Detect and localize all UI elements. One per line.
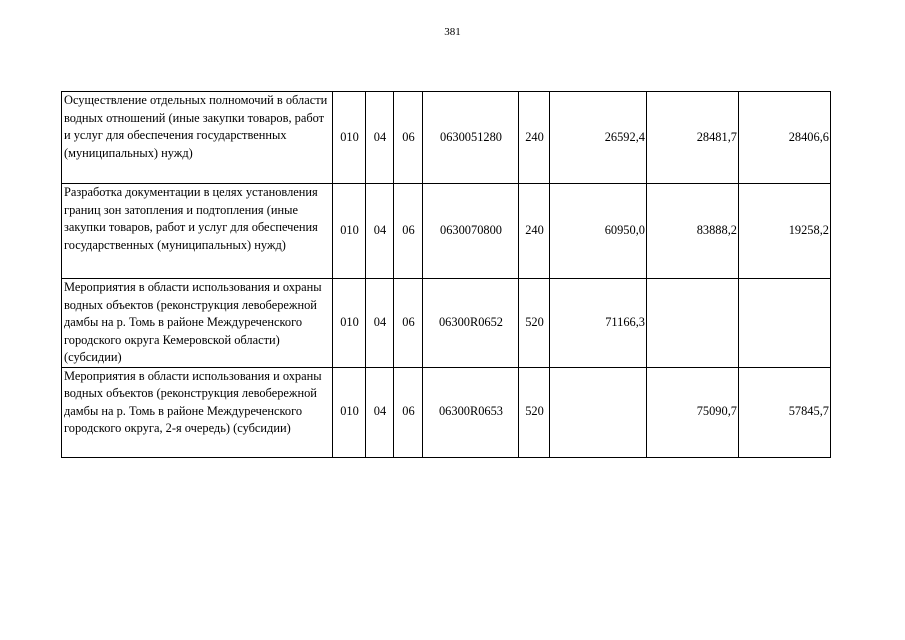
budget-table <box>61 91 831 458</box>
table-row <box>62 279 831 368</box>
row-description: Осуществление отдельных полномочий в области водных отношений (иные закупки товаров, работ и услуг для обеспечения государственных (муниципальных) нужд) <box>62 92 333 184</box>
cell-code-4: 0630051280 <box>423 92 519 184</box>
cell-code-1: 010 <box>333 367 366 457</box>
cell-code-3: 06 <box>394 184 423 279</box>
cell-value-2: 83888,2 <box>647 184 739 279</box>
cell-code-1: 010 <box>333 279 366 368</box>
cell-code-5: 520 <box>519 279 550 368</box>
cell-code-5: 240 <box>519 92 550 184</box>
row-description: Разработка документации в целях установления границ зон затопления и подтопления (иные закупки товаров, работ и услуг для обеспечения государственных (муниципальных) нужд) <box>62 184 333 279</box>
cell-code-3: 06 <box>394 367 423 457</box>
cell-code-4: 06300R0653 <box>423 367 519 457</box>
cell-code-4: 06300R0652 <box>423 279 519 368</box>
cell-value-3: 28406,6 <box>739 92 831 184</box>
cell-code-5: 520 <box>519 367 550 457</box>
cell-value-3: 57845,7 <box>739 367 831 457</box>
table-row <box>62 184 831 279</box>
cell-code-4: 0630070800 <box>423 184 519 279</box>
cell-code-3: 06 <box>394 279 423 368</box>
cell-code-3: 06 <box>394 92 423 184</box>
cell-code-2: 04 <box>366 367 394 457</box>
cell-code-2: 04 <box>366 92 394 184</box>
cell-value-1 <box>550 367 647 457</box>
cell-value-2: 75090,7 <box>647 367 739 457</box>
cell-value-1: 71166,3 <box>550 279 647 368</box>
cell-value-3: 19258,2 <box>739 184 831 279</box>
table-row <box>62 367 831 457</box>
cell-code-1: 010 <box>333 184 366 279</box>
cell-value-1: 26592,4 <box>550 92 647 184</box>
row-description: Мероприятия в области использования и охраны водных объектов (реконструкция левобережной дамбы на р. Томь в районе Междуреченского городского округа Кемеровской области) (субсидии) <box>62 279 333 368</box>
cell-value-3 <box>739 279 831 368</box>
cell-value-2: 28481,7 <box>647 92 739 184</box>
table-row <box>62 92 831 184</box>
cell-value-2 <box>647 279 739 368</box>
cell-code-5: 240 <box>519 184 550 279</box>
page-number: 381 <box>444 26 461 38</box>
cell-code-1: 010 <box>333 92 366 184</box>
cell-code-2: 04 <box>366 184 394 279</box>
cell-code-2: 04 <box>366 279 394 368</box>
cell-value-1: 60950,0 <box>550 184 647 279</box>
row-description: Мероприятия в области использования и охраны водных объектов (реконструкция левобережной дамбы на р. Томь в районе Междуреченского городского округа, 2-я очередь) (субсидии) <box>62 367 333 457</box>
